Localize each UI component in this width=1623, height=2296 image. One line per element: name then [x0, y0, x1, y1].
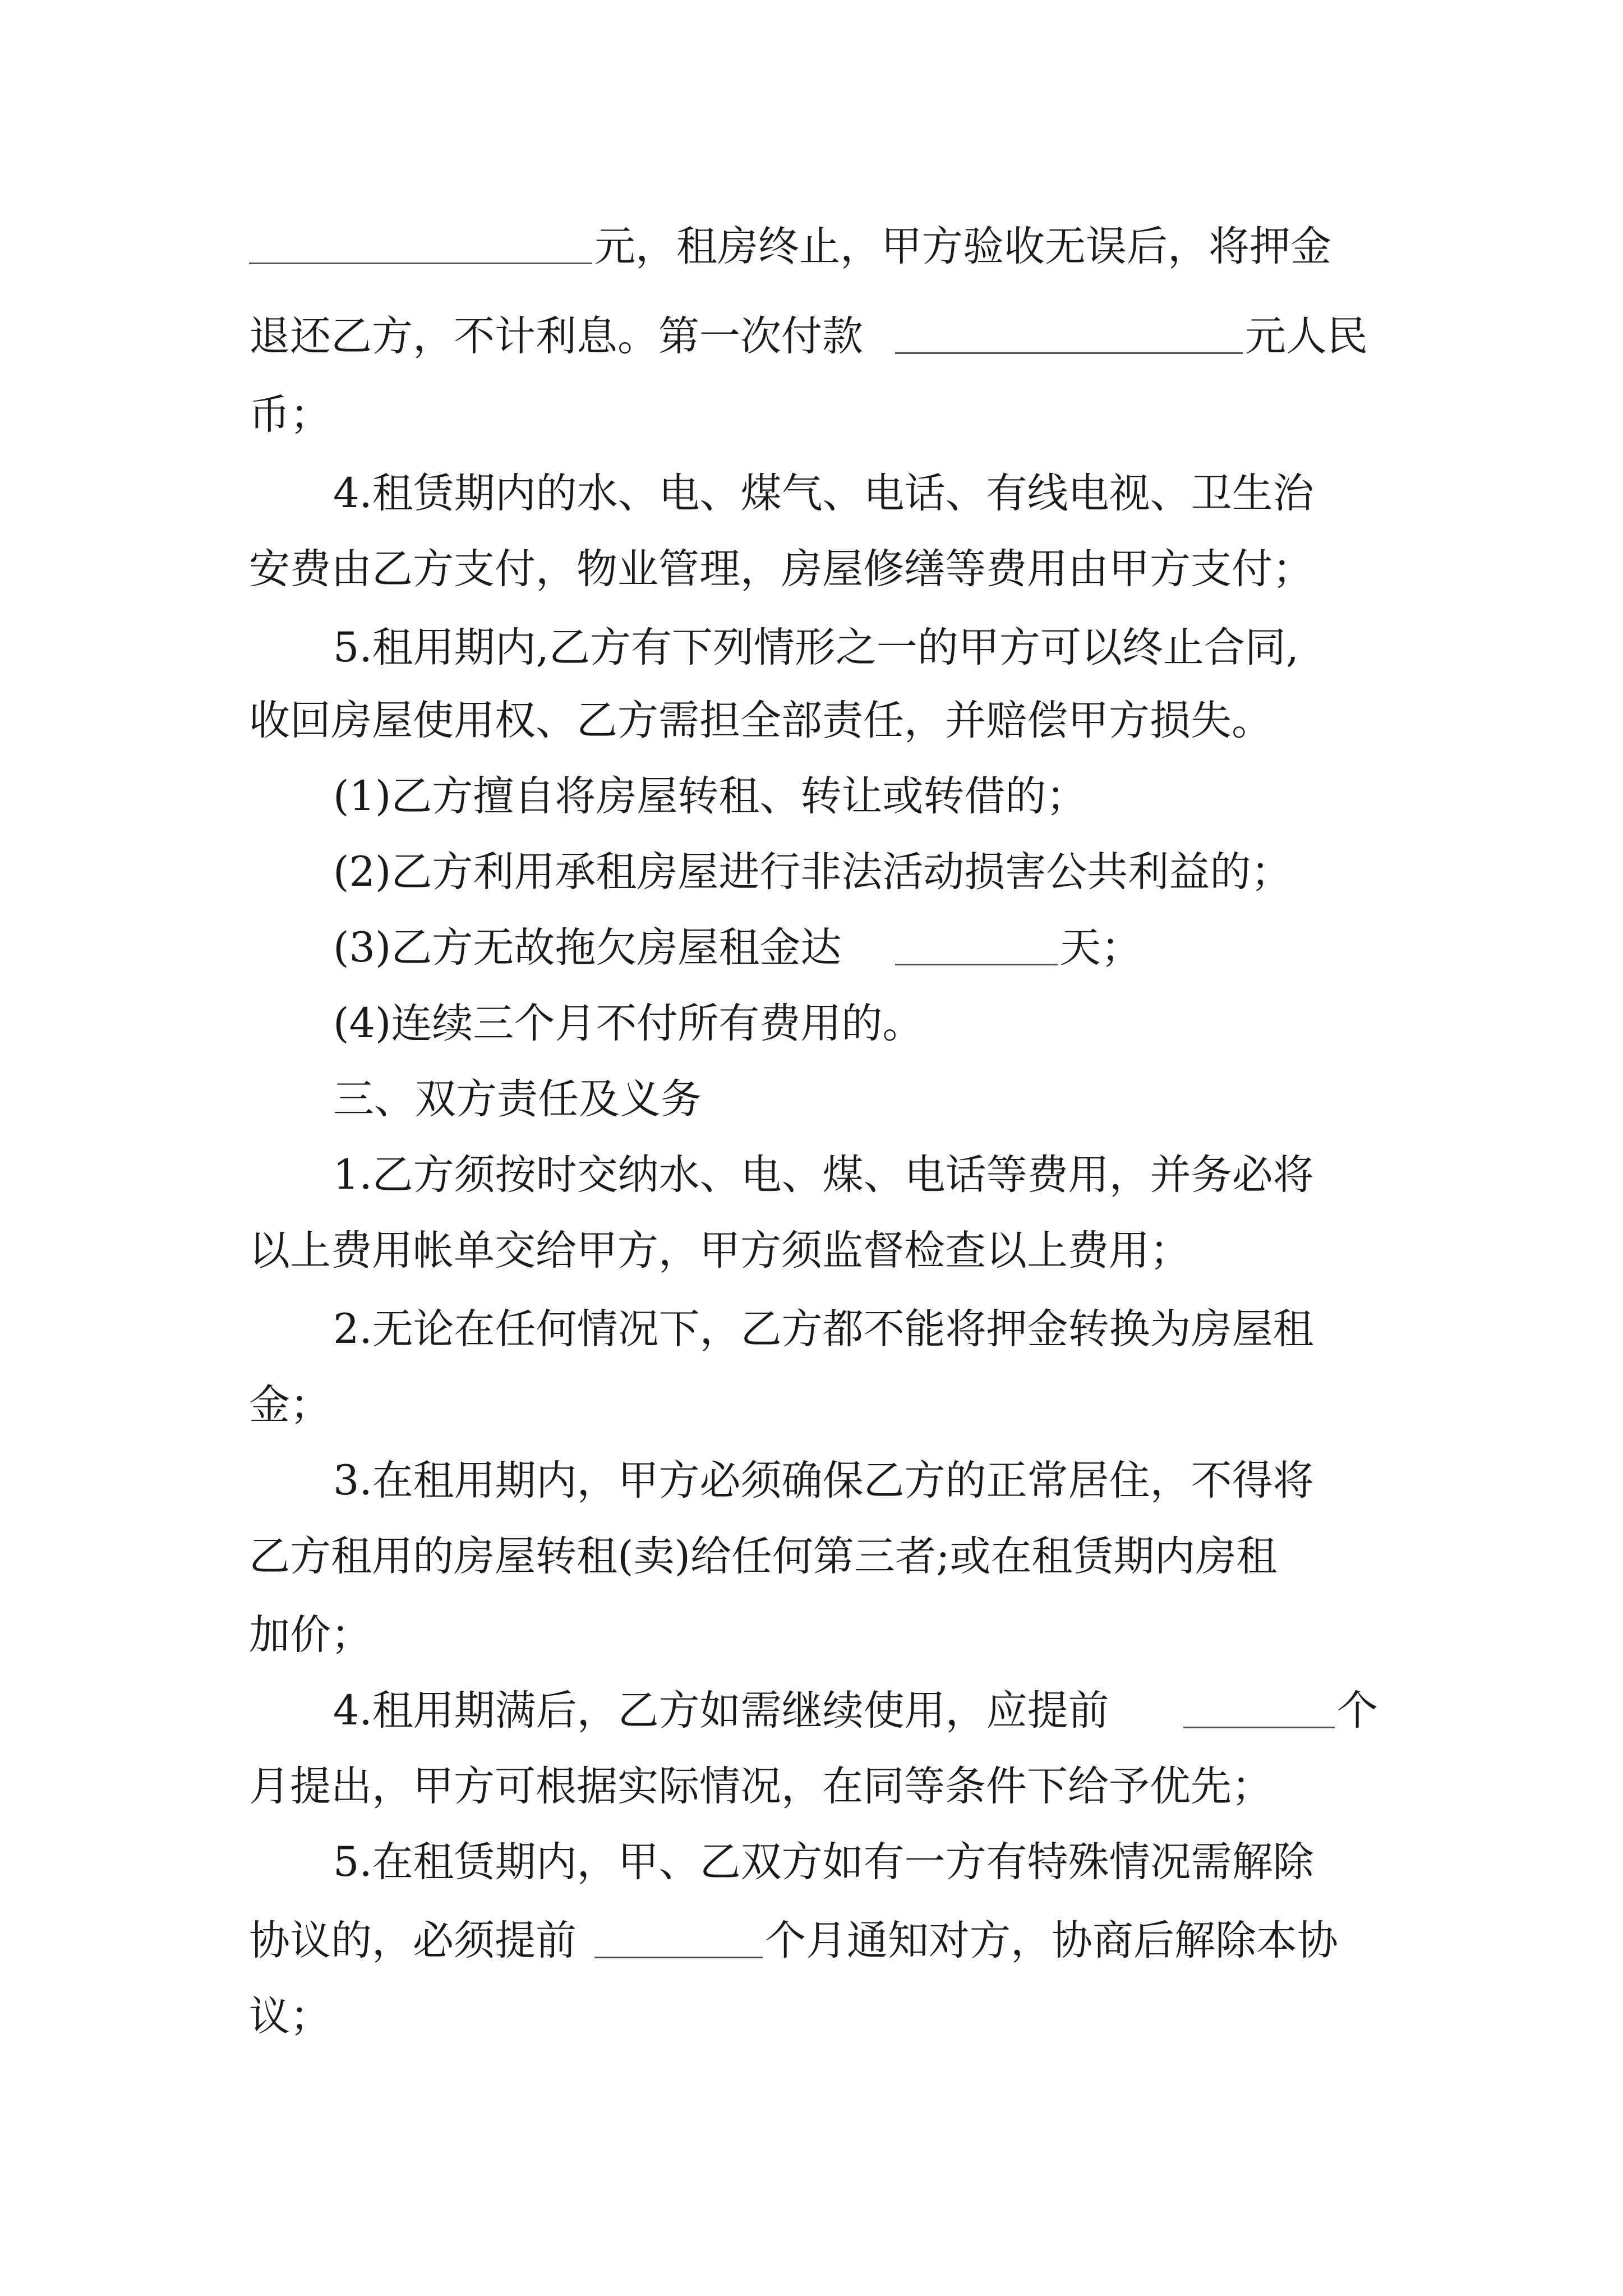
text-line — [0, 1972, 1623, 2062]
text-segment: 协议的，必须提前 — [249, 1917, 577, 1964]
text-segment: (4)连续三个月不付所有费用的。 — [333, 1000, 924, 1047]
fill-in-blank — [1183, 1727, 1335, 1728]
text-line — [0, 1206, 1623, 1296]
text-segment: 月提出，甲方可根据实际情况，在同等条件下给予优先； — [249, 1763, 1272, 1810]
text-line — [0, 370, 1623, 460]
text-segment: (2)乙方利用承租房屋进行非法活动损害公共利益的； — [333, 848, 1292, 896]
fill-in-blank — [594, 1957, 763, 1958]
text-segment: 2.无论在任何情况下，乙方都不能将押金转换为房屋租 — [333, 1305, 1314, 1353]
text-segment: 个 — [1337, 1687, 1378, 1734]
text-segment: 天； — [1060, 924, 1142, 972]
fill-in-blank — [895, 964, 1058, 965]
text-line — [0, 1512, 1623, 1602]
text-line — [0, 524, 1623, 614]
text-segment: 以上费用帐单交给甲方，甲方须监督检查以上费用； — [249, 1227, 1191, 1274]
text-segment: 元人民 — [1245, 312, 1368, 360]
text-segment: 币； — [249, 391, 331, 439]
text-segment: 5.在租赁期内，甲、乙双方如有一方有特殊情况需解除 — [333, 1838, 1314, 1886]
text-segment: (3)乙方无故拖欠房屋租金达 — [333, 924, 842, 972]
fill-in-blank — [895, 352, 1243, 354]
text-segment: 个月通知对方，协商后解除本协 — [765, 1917, 1338, 1964]
text-segment: 4.租赁期内的水、电、煤气、电话、有线电视、卫生治 — [333, 470, 1314, 517]
text-segment: 议； — [249, 1993, 331, 2040]
text-segment: 加价； — [249, 1611, 372, 1659]
text-line — [0, 202, 1623, 292]
text-segment: 3.在租用期内，甲方必须确保乙方的正常居住，不得将 — [333, 1457, 1314, 1504]
text-segment: 5.租用期内,乙方有下列情形之一的甲方可以终止合同, — [333, 624, 1299, 671]
text-segment: 乙方租用的房屋转租(卖)给任何第三者;或在租赁期内房租 — [249, 1533, 1278, 1580]
text-segment: 收回房屋使用权、乙方需担全部责任，并赔偿甲方损失。 — [249, 697, 1272, 744]
text-segment: 安费由乙方支付，物业管理，房屋修缮等费用由甲方支付； — [249, 545, 1313, 593]
text-segment: 金； — [249, 1381, 331, 1429]
text-line — [0, 292, 1623, 381]
text-segment: 三、双方责任及义务 — [333, 1075, 702, 1123]
text-segment: 4.租用期满后，乙方如需继续使用，应提前 — [333, 1687, 1109, 1734]
text-segment: 退还乙方，不计利息。第一次付款 — [249, 312, 863, 360]
text-segment: (1)乙方擅自将房屋转租、转让或转借的； — [333, 772, 1087, 820]
text-line — [0, 1818, 1623, 1907]
fill-in-blank — [249, 263, 592, 264]
text-segment: 元，租房终止，甲方验收无误后，将押金 — [594, 223, 1331, 270]
text-segment: 1.乙方须按时交纳水、电、煤、电话等费用，并务必将 — [333, 1151, 1314, 1199]
